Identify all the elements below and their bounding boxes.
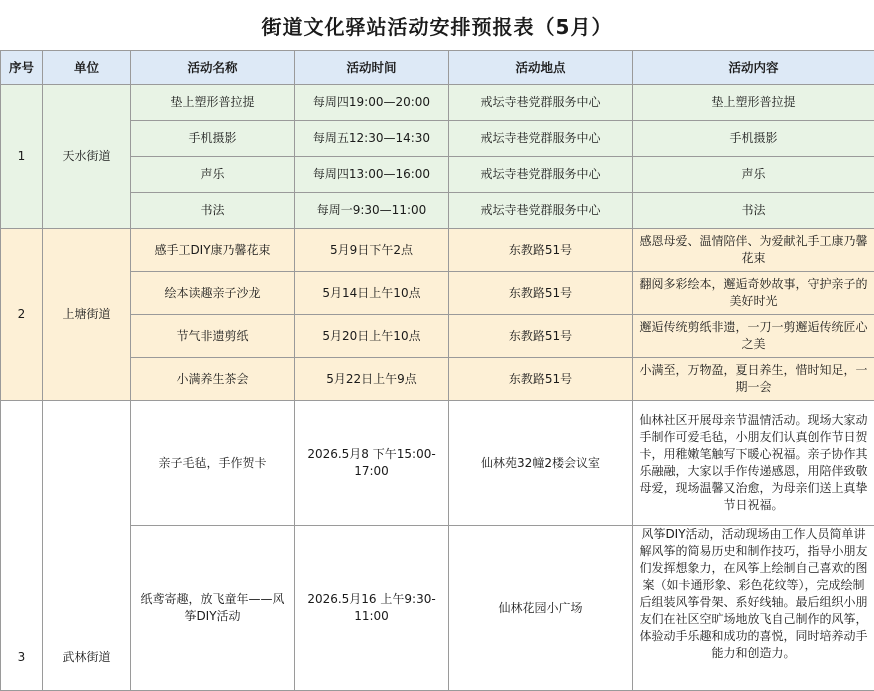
cell-no[interactable]: 1 [1, 85, 43, 229]
cell-activity-content[interactable]: 垫上塑形普拉提 [633, 85, 874, 121]
header-unit[interactable]: 单位 [43, 51, 131, 85]
table-row [1, 229, 874, 272]
cell-activity-content[interactable]: 邂逅传统剪纸非遗，一刀一剪邂逅传统匠心之美 [633, 315, 874, 358]
cell-activity-place[interactable]: 戒坛寺巷党群服务中心 [449, 157, 633, 193]
cell-activity-name[interactable]: 书法 [131, 193, 295, 229]
cell-activity-place[interactable]: 东教路51号 [449, 358, 633, 401]
cell-activity-name[interactable]: 节气非遗剪纸 [131, 315, 295, 358]
table-row [1, 193, 874, 229]
table-row [1, 157, 874, 193]
cell-unit[interactable]: 天水街道 [43, 85, 131, 229]
page-title: 街道文化驿站活动安排预报表（5月） [0, 11, 874, 40]
cell-activity-content[interactable]: 风筝DIY活动，活动现场由工作人员简单讲解风筝的简易历史和制作技巧，指导小朋友们发挥想象力，在风筝上绘制自己喜欢的图案（如卡通形象、彩色花纹等），完成绘制后组装风筝骨架、系好线轴。最后组织小朋友们在社区空旷场地放飞自己制作的风筝，体验动手乐趣和成功的喜悦，同时培养动手能力和创造力。 [633, 526, 874, 691]
cell-unit[interactable]: 上塘街道 [43, 229, 131, 401]
table-row [1, 401, 874, 526]
cell-no[interactable]: 3 [1, 401, 43, 691]
cell-activity-name[interactable]: 绘本读趣亲子沙龙 [131, 272, 295, 315]
table-row [1, 358, 874, 401]
table-row [1, 315, 874, 358]
title-bar [0, 0, 874, 51]
cell-activity-time[interactable]: 5月9日下午2点 [295, 229, 449, 272]
cell-activity-place[interactable]: 戒坛寺巷党群服务中心 [449, 121, 633, 157]
cell-activity-place[interactable]: 戒坛寺巷党群服务中心 [449, 85, 633, 121]
cell-activity-time[interactable]: 每周一9:30—11:00 [295, 193, 449, 229]
cell-activity-content[interactable]: 感恩母爱、温情陪伴、为爱献礼手工康乃馨花束 [633, 229, 874, 272]
cell-activity-name[interactable]: 垫上塑形普拉提 [131, 85, 295, 121]
header-activity-place[interactable]: 活动地点 [449, 51, 633, 85]
cell-unit[interactable]: 武林街道 [43, 401, 131, 691]
cell-activity-place[interactable]: 仙林花园小广场 [449, 526, 633, 691]
cell-activity-content[interactable]: 翻阅多彩绘本，邂逅奇妙故事，守护亲子的美好时光 [633, 272, 874, 315]
cell-activity-place[interactable]: 戒坛寺巷党群服务中心 [449, 193, 633, 229]
header-activity-content[interactable]: 活动内容 [633, 51, 874, 85]
cell-activity-time[interactable]: 每周四13:00—16:00 [295, 157, 449, 193]
cell-activity-time[interactable]: 5月22日上午9点 [295, 358, 449, 401]
cell-activity-place[interactable]: 仙林苑32幢2楼会议室 [449, 401, 633, 526]
cell-activity-time[interactable]: 每周四19:00—20:00 [295, 85, 449, 121]
table-row [1, 272, 874, 315]
header-activity-name[interactable]: 活动名称 [131, 51, 295, 85]
cell-activity-time[interactable]: 5月14日上午10点 [295, 272, 449, 315]
cell-activity-content[interactable]: 小满至，万物盈，夏日养生，惜时知足，一期一会 [633, 358, 874, 401]
header-no[interactable]: 序号 [1, 51, 43, 85]
cell-activity-time[interactable]: 每周五12:30—14:30 [295, 121, 449, 157]
cell-activity-content[interactable]: 手机摄影 [633, 121, 874, 157]
cell-activity-name[interactable]: 手机摄影 [131, 121, 295, 157]
cell-no[interactable]: 2 [1, 229, 43, 401]
cell-activity-content[interactable]: 声乐 [633, 157, 874, 193]
cell-activity-place[interactable]: 东教路51号 [449, 272, 633, 315]
cell-activity-place[interactable]: 东教路51号 [449, 229, 633, 272]
table-row [1, 526, 874, 691]
cell-activity-content[interactable]: 书法 [633, 193, 874, 229]
table-row [1, 85, 874, 121]
cell-activity-name[interactable]: 小满养生茶会 [131, 358, 295, 401]
schedule-table [0, 50, 874, 691]
cell-activity-name[interactable]: 纸鸢寄趣，放飞童年——风筝DIY活动 [131, 526, 295, 691]
cell-activity-time[interactable]: 2026.5月16 上午9:30-11:00 [295, 526, 449, 691]
cell-activity-name[interactable]: 声乐 [131, 157, 295, 193]
header-row [1, 51, 874, 85]
header-activity-time[interactable]: 活动时间 [295, 51, 449, 85]
cell-activity-time[interactable]: 2026.5月8 下午15:00-17:00 [295, 401, 449, 526]
cell-activity-time[interactable]: 5月20日上午10点 [295, 315, 449, 358]
cell-activity-place[interactable]: 东教路51号 [449, 315, 633, 358]
cell-activity-name[interactable]: 亲子毛毡，手作贺卡 [131, 401, 295, 526]
cell-activity-name[interactable]: 感手工DIY康乃馨花束 [131, 229, 295, 272]
cell-activity-content[interactable]: 仙林社区开展母亲节温情活动。现场大家动手制作可爱毛毡，小朋友们认真创作节日贺卡，用稚嫩笔触写下暖心祝福。亲子协作其乐融融，大家以手作传递感恩，用陪伴致敬母爱，现场温馨又治愈，为母亲们送上真挚节日祝福。 [633, 401, 874, 526]
table-row [1, 121, 874, 157]
